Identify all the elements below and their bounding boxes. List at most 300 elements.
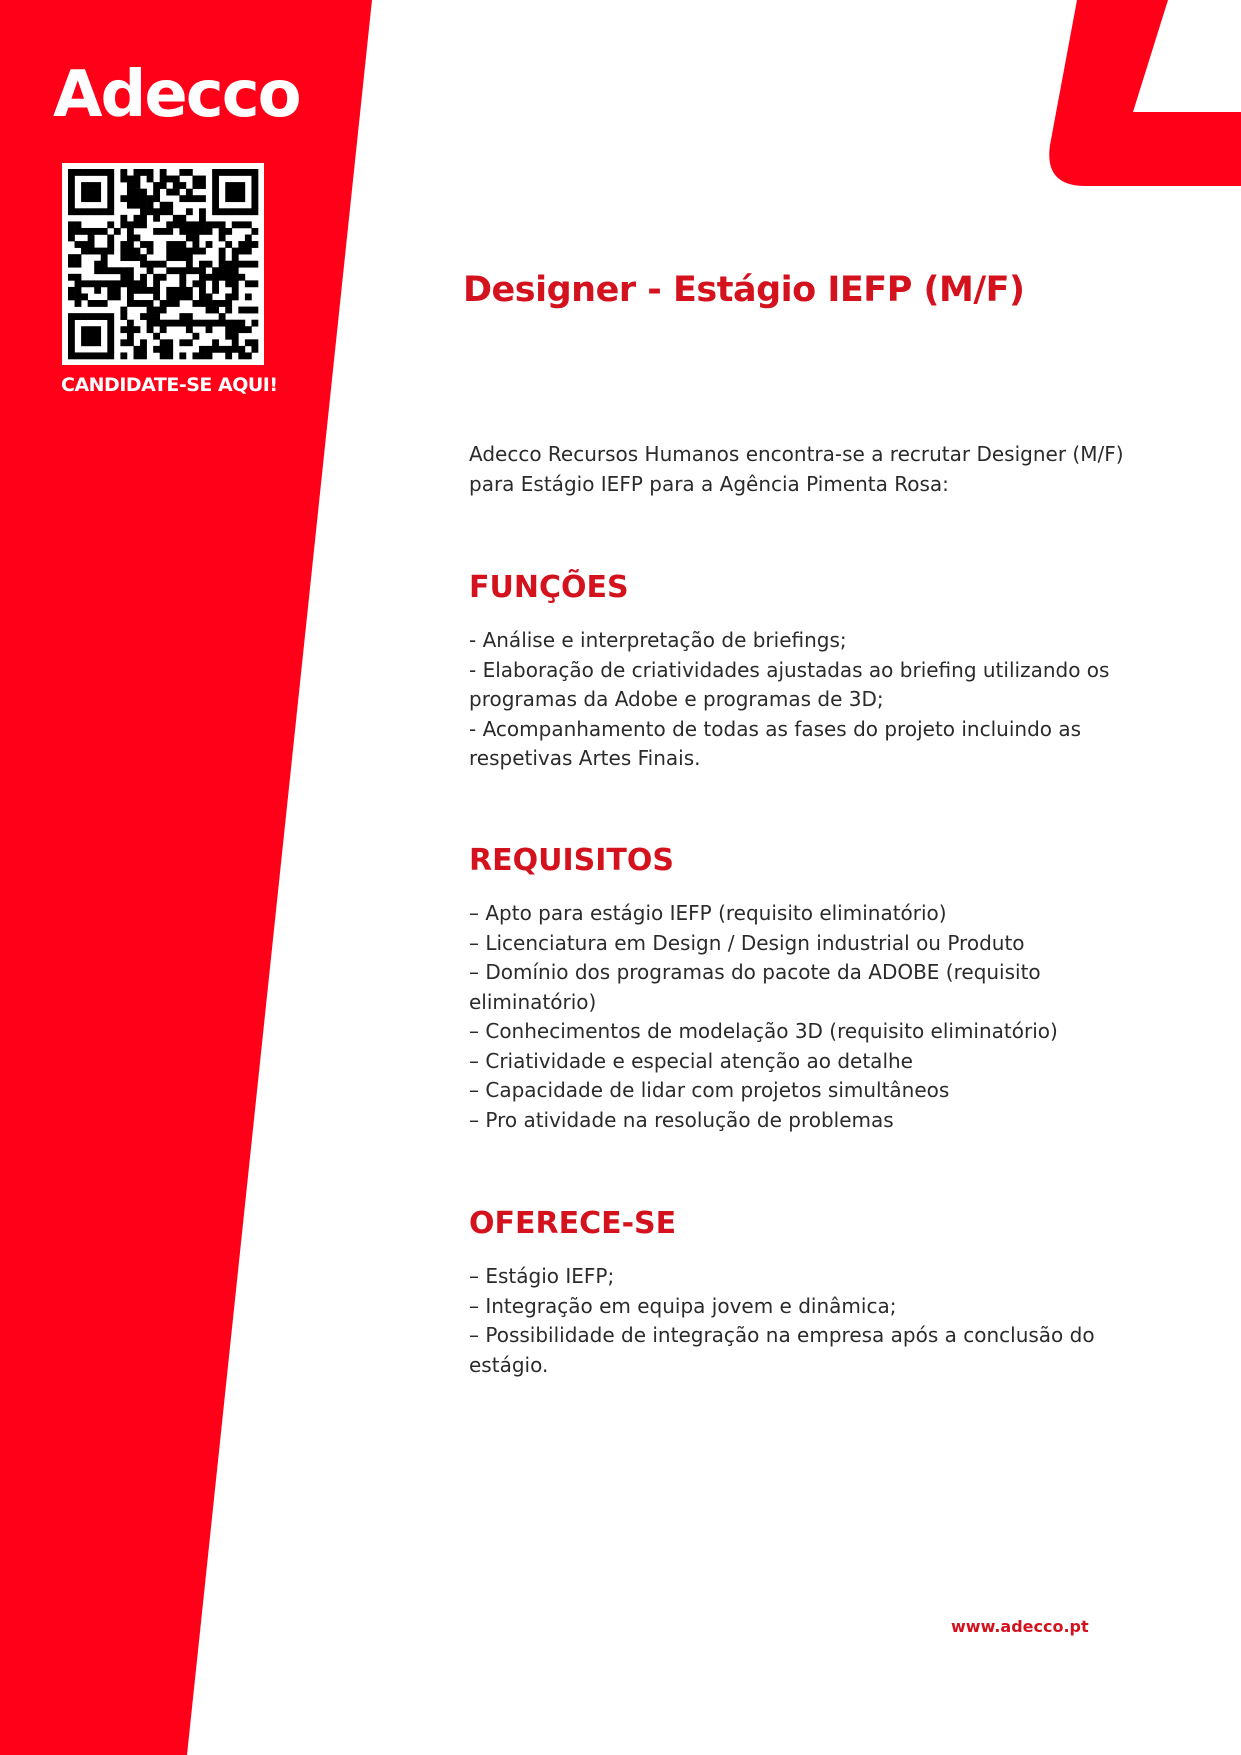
- qr-module: [173, 254, 180, 261]
- qr-module: [186, 254, 193, 261]
- qr-module: [212, 267, 219, 274]
- qr-module: [127, 254, 134, 261]
- qr-module: [140, 195, 147, 202]
- qr-module: [153, 346, 160, 353]
- qr-module: [212, 300, 219, 307]
- qr-module: [147, 313, 154, 320]
- list-item: – Integração em equipa jovem e dinâmica;: [469, 1293, 897, 1318]
- qr-module: [140, 202, 147, 209]
- qr-code-icon[interactable]: [62, 163, 264, 365]
- qr-module: [120, 280, 127, 287]
- qr-module: [88, 280, 95, 287]
- qr-module: [219, 313, 226, 320]
- qr-module: [134, 169, 141, 176]
- list-item: – Licenciatura em Design / Design industrial ou Produto: [469, 930, 1025, 955]
- qr-module: [88, 195, 95, 202]
- qr-module: [219, 228, 226, 235]
- qr-module: [173, 267, 180, 274]
- list-item: – Pro atividade na resolução de problemas: [469, 1107, 894, 1132]
- qr-module: [81, 169, 88, 176]
- qr-module: [160, 261, 167, 268]
- qr-module: [199, 293, 206, 300]
- qr-module: [166, 202, 173, 209]
- qr-module: [186, 326, 193, 333]
- qr-module: [107, 202, 114, 209]
- qr-module: [68, 352, 75, 359]
- qr-module: [166, 221, 173, 228]
- qr-module: [238, 241, 245, 248]
- qr-module: [160, 208, 167, 215]
- qr-module: [232, 293, 239, 300]
- qr-module: [219, 300, 226, 307]
- qr-module: [199, 300, 206, 307]
- qr-module: [160, 182, 167, 189]
- qr-module: [251, 189, 258, 196]
- qr-module: [219, 274, 226, 281]
- qr-module: [206, 346, 213, 353]
- qr-module: [140, 208, 147, 215]
- qr-module: [251, 176, 258, 183]
- qr-module: [225, 333, 232, 340]
- qr-module: [75, 169, 82, 176]
- qr-module: [101, 300, 108, 307]
- qr-module: [88, 169, 95, 176]
- qr-module: [160, 176, 167, 183]
- qr-module: [166, 228, 173, 235]
- qr-module: [127, 248, 134, 255]
- corner-brand-shape: [1049, 0, 1241, 186]
- qr-module: [147, 169, 154, 176]
- qr-module: [179, 241, 186, 248]
- list-item: – Estágio IEFP;: [469, 1264, 615, 1288]
- qr-module: [140, 346, 147, 353]
- job-title: Designer - Estágio IEFP (M/F): [463, 270, 1025, 310]
- qr-module: [160, 320, 167, 327]
- qr-module: [107, 320, 114, 327]
- qr-module: [232, 261, 239, 268]
- qr-module: [127, 176, 134, 183]
- qr-module: [134, 195, 141, 202]
- qr-module: [81, 195, 88, 202]
- qr-module: [68, 189, 75, 196]
- qr-module: [134, 346, 141, 353]
- qr-module: [101, 280, 108, 287]
- qr-module: [245, 339, 252, 346]
- qr-module: [107, 333, 114, 340]
- qr-module: [199, 261, 206, 268]
- qr-module: [212, 320, 219, 327]
- qr-module: [127, 235, 134, 242]
- qr-module: [81, 248, 88, 255]
- qr-module: [107, 352, 114, 359]
- qr-module: [68, 339, 75, 346]
- qr-module: [232, 280, 239, 287]
- qr-module: [153, 182, 160, 189]
- qr-module: [140, 287, 147, 294]
- qr-module: [206, 300, 213, 307]
- qr-module: [179, 169, 186, 176]
- qr-module: [88, 326, 95, 333]
- qr-module: [107, 346, 114, 353]
- qr-module: [88, 333, 95, 340]
- list-item: - Acompanhamento de todas as fases do projeto incluindo as respetivas Artes Finais.: [469, 716, 1082, 770]
- qr-module: [238, 261, 245, 268]
- qr-module: [127, 274, 134, 281]
- qr-module: [75, 254, 82, 261]
- qr-module: [251, 346, 258, 353]
- qr-module: [68, 228, 75, 235]
- qr-module: [251, 169, 258, 176]
- qr-module: [160, 352, 167, 359]
- qr-module: [225, 293, 232, 300]
- qr-module: [114, 293, 121, 300]
- qr-module: [192, 182, 199, 189]
- qr-module: [179, 320, 186, 327]
- qr-module: [192, 333, 199, 340]
- qr-module: [173, 248, 180, 255]
- qr-module: [186, 267, 193, 274]
- qr-module: [127, 241, 134, 248]
- qr-module: [114, 267, 121, 274]
- qr-module: [232, 248, 239, 255]
- qr-module: [160, 169, 167, 176]
- qr-module: [140, 261, 147, 268]
- qr-module: [75, 208, 82, 215]
- qr-module: [68, 346, 75, 353]
- qr-module: [120, 267, 127, 274]
- qr-module: [206, 274, 213, 281]
- qr-module: [212, 280, 219, 287]
- qr-module: [225, 195, 232, 202]
- qr-module: [251, 202, 258, 209]
- qr-module: [153, 208, 160, 215]
- qr-module: [88, 182, 95, 189]
- qr-module: [186, 339, 193, 346]
- qr-module: [134, 326, 141, 333]
- qr-module: [186, 228, 193, 235]
- qr-module: [206, 307, 213, 314]
- qr-module: [120, 195, 127, 202]
- qr-module: [134, 235, 141, 242]
- qr-module: [186, 261, 193, 268]
- qr-module: [94, 352, 101, 359]
- qr-module: [179, 313, 186, 320]
- qr-module: [166, 300, 173, 307]
- qr-module: [192, 176, 199, 183]
- qr-module: [68, 202, 75, 209]
- qr-module: [186, 235, 193, 242]
- qr-module: [94, 182, 101, 189]
- qr-module: [88, 339, 95, 346]
- qr-module: [173, 241, 180, 248]
- qr-module: [134, 215, 141, 222]
- qr-module: [81, 208, 88, 215]
- qr-module: [192, 320, 199, 327]
- qr-module: [140, 254, 147, 261]
- qr-module: [225, 326, 232, 333]
- section-heading-requisitos: REQUISITOS: [469, 843, 674, 878]
- qr-module: [179, 352, 186, 359]
- qr-module: [166, 287, 173, 294]
- qr-module: [134, 300, 141, 307]
- qr-module: [134, 189, 141, 196]
- qr-module: [68, 293, 75, 300]
- qr-module: [225, 241, 232, 248]
- qr-module: [101, 352, 108, 359]
- qr-module: [225, 352, 232, 359]
- qr-module: [88, 352, 95, 359]
- qr-module: [75, 280, 82, 287]
- qr-module: [166, 176, 173, 183]
- qr-module: [199, 182, 206, 189]
- qr-module: [186, 189, 193, 196]
- qr-module: [68, 261, 75, 268]
- qr-module: [232, 287, 239, 294]
- qr-module: [160, 274, 167, 281]
- qr-module: [160, 202, 167, 209]
- qr-module: [134, 202, 141, 209]
- qr-module: [212, 202, 219, 209]
- qr-module: [127, 267, 134, 274]
- qr-module: [232, 169, 239, 176]
- intro-paragraph: Adecco Recursos Humanos encontra-se a recrutar Designer (M/F) para Estágio IEFP para a Agência Pimenta Rosa:: [469, 442, 1124, 496]
- qr-module: [81, 352, 88, 359]
- qr-module: [219, 267, 226, 274]
- qr-module: [192, 221, 199, 228]
- qr-module: [199, 320, 206, 327]
- qr-module: [186, 221, 193, 228]
- qr-module: [179, 182, 186, 189]
- qr-module: [153, 195, 160, 202]
- qr-module: [199, 248, 206, 255]
- qr-module: [212, 274, 219, 281]
- qr-module: [107, 287, 114, 294]
- qr-module: [238, 169, 245, 176]
- qr-module: [192, 267, 199, 274]
- list-item: – Domínio dos programas do pacote da ADOBE (requisito eliminatório): [469, 960, 1041, 1014]
- qr-module: [219, 248, 226, 255]
- qr-module: [173, 300, 180, 307]
- qr-module: [94, 339, 101, 346]
- qr-module: [140, 300, 147, 307]
- qr-module: [199, 221, 206, 228]
- apply-here-label[interactable]: CANDIDATE-SE AQUI!: [61, 374, 278, 396]
- list-item: – Capacidade de lidar com projetos simultâneos: [469, 1078, 950, 1102]
- qr-module: [88, 228, 95, 235]
- list-item: – Possibilidade de integração na empresa após a conclusão do estágio.: [469, 1323, 1095, 1377]
- qr-module: [179, 274, 186, 281]
- qr-module: [251, 241, 258, 248]
- qr-module: [147, 326, 154, 333]
- qr-module: [212, 169, 219, 176]
- qr-module: [153, 215, 160, 222]
- qr-module: [81, 333, 88, 340]
- qr-module: [153, 280, 160, 287]
- qr-module: [134, 221, 141, 228]
- qr-module: [94, 261, 101, 268]
- qr-module: [225, 300, 232, 307]
- qr-module: [179, 215, 186, 222]
- list-item: - Elaboração de criatividades ajustadas ao briefing utilizando os programas da Adobe e programas de 3D;: [469, 657, 1110, 711]
- qr-module: [173, 221, 180, 228]
- qr-module: [94, 208, 101, 215]
- qr-module: [173, 293, 180, 300]
- qr-module: [212, 195, 219, 202]
- qr-module: [134, 287, 141, 294]
- qr-module: [251, 195, 258, 202]
- qr-module: [251, 280, 258, 287]
- qr-module: [251, 339, 258, 346]
- qr-module: [238, 352, 245, 359]
- qr-module: [153, 274, 160, 281]
- qr-module: [225, 346, 232, 353]
- qr-module: [94, 195, 101, 202]
- qr-module: [101, 313, 108, 320]
- qr-module: [140, 221, 147, 228]
- qr-module: [173, 320, 180, 327]
- qr-module: [120, 307, 127, 314]
- qr-module: [68, 287, 75, 294]
- qr-module: [206, 320, 213, 327]
- qr-module: [179, 221, 186, 228]
- website-link[interactable]: www.adecco.pt: [951, 1617, 1089, 1636]
- qr-module: [88, 313, 95, 320]
- qr-module: [199, 215, 206, 222]
- qr-module: [127, 326, 134, 333]
- qr-module: [107, 189, 114, 196]
- requisitos-list: [469, 899, 1169, 1135]
- qr-module: [232, 208, 239, 215]
- qr-module: [68, 221, 75, 228]
- qr-module: [147, 176, 154, 183]
- qr-module: [219, 221, 226, 228]
- qr-module: [127, 333, 134, 340]
- qr-module: [179, 287, 186, 294]
- qr-module: [232, 189, 239, 196]
- qr-module: [245, 352, 252, 359]
- qr-module: [101, 254, 108, 261]
- qr-module: [114, 280, 121, 287]
- qr-module: [68, 333, 75, 340]
- qr-module: [140, 313, 147, 320]
- qr-module: [238, 195, 245, 202]
- qr-module: [153, 320, 160, 327]
- section-oferece: [469, 1204, 1169, 1380]
- qr-module: [160, 300, 167, 307]
- qr-module: [94, 287, 101, 294]
- qr-module: [107, 241, 114, 248]
- qr-module: [219, 254, 226, 261]
- qr-module: [160, 346, 167, 353]
- qr-module: [120, 221, 127, 228]
- qr-module: [140, 215, 147, 222]
- qr-module: [245, 293, 252, 300]
- qr-module: [245, 326, 252, 333]
- qr-module: [206, 221, 213, 228]
- qr-module: [68, 313, 75, 320]
- qr-module: [68, 195, 75, 202]
- qr-module: [75, 221, 82, 228]
- qr-module: [225, 208, 232, 215]
- qr-module: [147, 241, 154, 248]
- qr-module: [166, 241, 173, 248]
- qr-module: [212, 189, 219, 196]
- qr-module: [147, 195, 154, 202]
- qr-module: [245, 248, 252, 255]
- qr-module: [81, 293, 88, 300]
- qr-module: [219, 208, 226, 215]
- qr-module: [114, 287, 121, 294]
- qr-module: [81, 326, 88, 333]
- qr-module: [206, 228, 213, 235]
- qr-module: [225, 182, 232, 189]
- qr-module: [232, 267, 239, 274]
- qr-module: [101, 169, 108, 176]
- qr-module: [75, 261, 82, 268]
- qr-module: [206, 293, 213, 300]
- qr-module: [166, 248, 173, 255]
- qr-module: [147, 307, 154, 314]
- qr-module: [192, 195, 199, 202]
- qr-module: [107, 280, 114, 287]
- qr-module: [192, 352, 199, 359]
- qr-module: [212, 346, 219, 353]
- qr-module: [120, 274, 127, 281]
- qr-module: [212, 176, 219, 183]
- qr-module: [134, 182, 141, 189]
- qr-module: [173, 215, 180, 222]
- qr-module: [251, 208, 258, 215]
- qr-module: [120, 248, 127, 255]
- qr-module: [134, 280, 141, 287]
- qr-module: [245, 221, 252, 228]
- qr-module: [166, 339, 173, 346]
- qr-module: [179, 339, 186, 346]
- section-funcoes: [469, 568, 1169, 774]
- qr-module: [94, 267, 101, 274]
- qr-module: [68, 208, 75, 215]
- qr-module: [134, 254, 141, 261]
- qr-module: [179, 280, 186, 287]
- qr-module: [153, 313, 160, 320]
- qr-module: [199, 274, 206, 281]
- qr-module: [160, 228, 167, 235]
- qr-module: [94, 228, 101, 235]
- qr-module: [153, 189, 160, 196]
- qr-module: [75, 287, 82, 294]
- qr-module: [140, 189, 147, 196]
- qr-module: [192, 280, 199, 287]
- qr-module: [101, 228, 108, 235]
- qr-module: [186, 195, 193, 202]
- qr-module: [225, 261, 232, 268]
- qr-module: [166, 352, 173, 359]
- qr-module: [120, 241, 127, 248]
- qr-module: [245, 307, 252, 314]
- qr-module: [166, 267, 173, 274]
- qr-module: [127, 202, 134, 209]
- qr-module: [153, 287, 160, 294]
- qr-module: [134, 352, 141, 359]
- qr-module: [120, 169, 127, 176]
- qr-module: [186, 208, 193, 215]
- qr-module: [166, 254, 173, 261]
- qr-module: [107, 293, 114, 300]
- qr-module: [238, 346, 245, 353]
- qr-module: [140, 241, 147, 248]
- section-requisitos: [469, 841, 1169, 1135]
- qr-module: [232, 339, 239, 346]
